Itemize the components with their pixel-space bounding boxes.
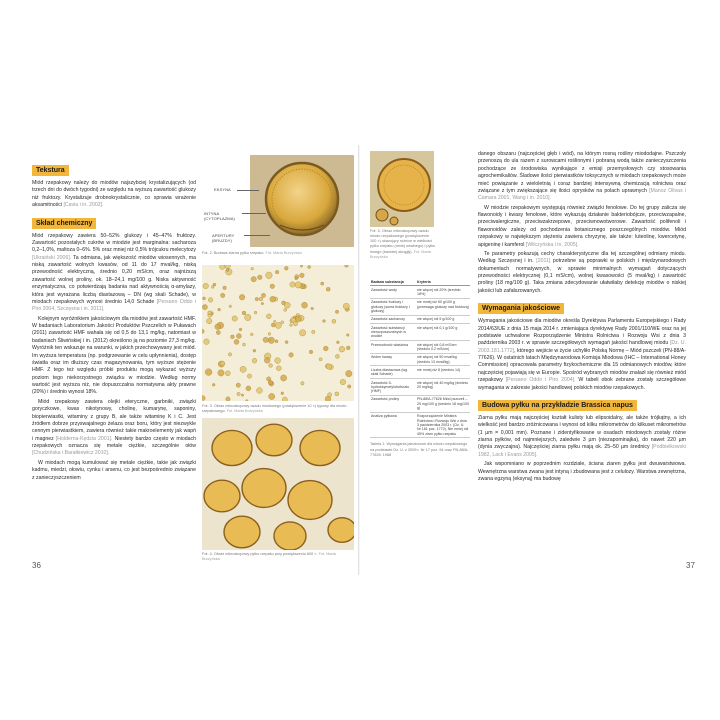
paragraph-right-3: Te parametry pokazują cechy charakterystyczne dla tej szczególnej odmiany miodu. Według Szczęsnej i in. [2011] potrzebne są poprawki w polskich i międzynarodowych dokumentach normatywnych, w sprawie minimalnych wymagań dotyczących przewodności elektrycznej (0,1 mS/cm), wolnej kwasowości (5 mval/kg) i zawartość proliny (18 mg/100 g). Taka zmiana zdecydowanie ułatwiłaby detekcję miodów o niskiej jakości lub zafałszowanych. — [478, 250, 686, 294]
sediment-particle — [263, 337, 268, 342]
sediment-particle — [347, 334, 350, 337]
table-cell-substance: Zawartość wody — [370, 286, 416, 299]
sediment-particle — [208, 298, 213, 303]
sediment-particle — [236, 383, 240, 387]
table-cell-criteria: nie więcej niż 40 mg/kg (średnio 20 mg/kg) — [416, 379, 470, 396]
sediment-particle — [266, 272, 273, 279]
page-number-left: 36 — [32, 561, 41, 570]
figure-pollen-sediment-100x — [370, 151, 434, 227]
sediment-particle — [321, 282, 324, 285]
figure-caption-3: Fot. 3. Obraz mikroskopowy osadu miodowego (powiększenie 10 ×) typowy dla miodu rzepakowego. Fot. Marta Burzyńska — [202, 404, 347, 414]
pollen-sediment-image — [370, 151, 434, 227]
sediment-particle — [299, 330, 305, 336]
sediment-particle — [252, 358, 257, 363]
page-number-right: 37 — [686, 561, 695, 570]
table-row — [370, 286, 470, 299]
sediment-particle — [205, 369, 212, 376]
pollen-grain — [204, 480, 240, 512]
right-page — [362, 145, 714, 575]
sediment-particle — [240, 366, 246, 372]
sediment-particle — [246, 386, 251, 391]
leader-line-apertury — [244, 235, 270, 236]
table-cell-substance: Zawartość proliny — [370, 395, 416, 412]
sediment-particle — [319, 358, 322, 361]
sediment-particle — [300, 273, 305, 278]
sediment-particle — [223, 286, 227, 290]
sediment-particle — [343, 303, 349, 309]
sediment-particle — [284, 302, 290, 308]
sediment-particle — [212, 383, 215, 386]
section-heading-wymagania: Wymagania jakościowe — [478, 303, 564, 314]
sediment-particle — [274, 320, 276, 322]
sediment-particle — [295, 316, 301, 322]
sediment-particle — [340, 379, 346, 385]
sediment-particle — [339, 346, 345, 352]
sediment-particle — [269, 393, 275, 399]
sediment-particle — [328, 393, 332, 397]
paragraph-right-1: danego obszaru (najczęściej głęb i wód), na którym rosną rośliny miododajne. Pszczoły przenoszą do ula razem z surowcami roślinnymi i pobraną wodą także zanieczyszczenia pochodzące ze środowiska wynikające z emisji przemysłowych czy stosowania agrochemikaliów. Śladowe ilości pierwiastków toksycznych w miodach rzepakowych może mieć powiązanie z wieloletnią i coraz bardziej intensywną chemizacją rolnictwa oraz związane z tym zwiększające się ilości oprysków na polach uprawnych [Manoz Olivas i Camara 2001, Wang i in. 2010]. — [478, 151, 686, 202]
sediment-particle — [290, 282, 295, 287]
paragraph-tekstura: Miód rzepakowy należy do miodów najszybciej krystalizujących (od trzech dni do dwóch tygodni) ze względu na wyższą zawartość glukozy niż fruktozy. Krystalizuje drobnokrystalicznie, co sprawia wrażenie aksamitności [Cavia i in. 2002]. — [32, 180, 196, 209]
pollen-grain — [212, 430, 252, 465]
table-cell-criteria: nie więcej niż 0,8 mS/cm (średnio 0,2 mS/cm) — [416, 341, 470, 354]
page-gutter — [358, 145, 360, 575]
table-cell-substance: Przewodność właściwa — [370, 341, 416, 354]
sediment-particle — [202, 305, 207, 310]
sediment-particle — [275, 340, 278, 343]
left-page — [8, 145, 360, 575]
sediment-particle — [282, 397, 287, 401]
sediment-particle — [220, 265, 226, 270]
paragraph-budowa-1: Ziarna pyłku mają najczęściej kształt kulisty lub elipsoidalny, ale także trójkątny, a ich wielkość jest bardzo zróżnicowana i wynosi od kilku mikrometrów do kilkuset mikrometrów (1 µm = 0,001 mm). Poznane i zidentyfikowane w osadach miodowych zostały różne ziarna pyłków, od najmniejszych, zaledwie 3 µm (niezapominajka), do nawet 220 µm (dynia zwyczajna). Najczęściej ziarna pyłku mają ok. 25–50 µm średnicy [Podbielkowski 1982, Lack i Evans 2005]. — [478, 414, 686, 458]
sediment-particle — [295, 277, 298, 280]
sediment-particle — [289, 353, 294, 358]
table-row — [370, 315, 470, 323]
table-cell-criteria: nie mniej niż 8 (średnio 14) — [416, 366, 470, 379]
sediment-particle — [326, 287, 330, 291]
sediment-particle — [335, 310, 338, 313]
sediment-particle — [202, 329, 204, 333]
sediment-particle — [226, 269, 229, 272]
table-row — [370, 379, 470, 396]
sediment-particle — [215, 324, 221, 330]
sediment-particle — [231, 335, 235, 339]
sediment-particle — [269, 364, 273, 368]
sediment-particle — [309, 350, 313, 354]
sediment-particle — [281, 392, 284, 395]
table-row — [370, 366, 470, 379]
paragraph-sklad-1: Miód rzepakowy zawiera 50–52% glukozy i 45–47% fruktozy. Zawartość pozostałych cukrów w miodzie jest marginalna: sacharoza 0,2–1,0%, maltoza 0–6%. 5% oraz mniej niż 0,5% trójcukru melecytozy [Ukraiński 2006]. Ta odmiana, jak większość miodów wiosennych, ma niską zawartość wolnych kwasów, od 11 do 17 mval/kg, niską przewodność elektryczną, średnio 0,20 mS/cm, oraz najniższą zawartość wolnej proliny, ok. 18–24,1 mg/100 g. Niska aktywność enzymatyczna, co potwierdzają badania nad aktywnością α-amylazy, która jest wyrażana liczbą diastazową – DN (wg skali Schade), w miodach rzepakowych wynosi średnio 14,0 Schade [Persano Oddo i Piro 2004, Szczęsna i in. 2011]. — [32, 232, 196, 313]
section-heading-sklad: Skład chemiczny — [32, 218, 96, 229]
pollen-grain — [288, 481, 332, 520]
sediment-particle — [232, 316, 237, 321]
sediment-particle — [229, 305, 232, 308]
sediment-particle — [243, 343, 246, 346]
sediment-particle — [335, 354, 339, 358]
sediment-particle — [284, 266, 288, 270]
sediment-particle — [281, 321, 284, 324]
pollen-grain — [274, 522, 306, 550]
sediment-particle — [208, 311, 212, 315]
paragraph-sklad-2: Kolejnym wyróżnikiem jakościowym dla miodów jest zawartość HMF. W badaniach Laboratorium Jakości Produktów Pszczelich w Puławach (2011) zawartość HMF wahała się od 0,5 do 13,1 mg/kg, natomiast w badaniach Śliwińskiej i in. (2012) określono ją na poziomie 27,3 mg/kg. Wyróżnik ten wskazuje na warunki, w jakich przechowywany jest miód. Im wyższa temperatura (np. podgrzewanie w celu upłynnienia), dostęp światła oraz im dłuższy czas magazynowania, tym wyższe stężenie HMF. Z tego też względu próbki produktu mogą wykazać wyższy poziom tego niekorzystnego związku w miodzie. Według normy wartość jest wyższa niż, nie dopuszczalna normatywna akty prawne (20%) i średnio wynosi 18%. — [32, 315, 196, 396]
sediment-particle — [254, 311, 257, 314]
table-cell-criteria: Rozporządzenie Ministra Rolnictwa i Rozwoju Wsi z dnia 3 października 2003 r. (Dz. U. Nr 181 poz. 1772), Nie mniej niż 45% ziarn pyłku rzepaku — [416, 412, 470, 438]
table-caption: Tabela 1. Wymagania jakościowe dla miodu rzepakowego na podstawie Dz. U. z 2009 r. Nr 17 poz. 94 oraz PN-88/A-77626: 1988 — [370, 442, 469, 457]
table-cell-criteria: nie mniej niż 60 g/100 g (przewaga glukozy nad fruktozą) — [416, 298, 470, 315]
sediment-particle — [245, 314, 251, 320]
pollen-grain — [328, 518, 354, 543]
table-cell-substance: Liczba diastazowa (wg skali Schade) — [370, 366, 416, 379]
sediment-particle — [268, 380, 272, 384]
sediment-particle — [348, 385, 351, 388]
label-intyna: INTYNA (CYTOPLAZMA) — [204, 211, 235, 221]
figure-pollen-structure — [250, 155, 354, 247]
leader-line-intyna — [242, 213, 266, 214]
table-cell-substance: Wolne kwasy — [370, 353, 416, 366]
pollen-grain-image — [250, 155, 354, 247]
sediment-particle — [225, 371, 230, 376]
table-cell-substance: Zawartość substancji nierozpuszczalnych w wodzie — [370, 324, 416, 341]
sediment-image — [202, 265, 354, 401]
sediment-particle — [228, 353, 231, 356]
sediment-particle — [271, 323, 275, 327]
sediment-particle — [246, 400, 248, 401]
quality-requirements-table — [370, 279, 470, 438]
sediment-particle — [302, 302, 308, 308]
table-cell-criteria: PN-88/A-77626 Miód pszczeli – 25 mg/100 g (średnio 18 mg/100 g) — [416, 395, 470, 412]
sediment-particle — [234, 339, 239, 344]
section-heading-budowa: Budowa pyłku na przykładzie Brassica napus — [478, 400, 637, 411]
sediment-particle — [216, 330, 220, 334]
table-cell-substance: Zawartość sacharozy — [370, 315, 416, 323]
sediment-particle — [220, 361, 225, 366]
sediment-particle — [323, 320, 326, 323]
table-row — [370, 341, 470, 354]
sediment-particle — [253, 349, 256, 352]
table-row — [370, 324, 470, 341]
sediment-particle — [295, 282, 301, 288]
sediment-particle — [311, 307, 314, 310]
sediment-particle — [259, 297, 263, 301]
table-cell-criteria: nie więcej niż 5 g/100 g — [416, 315, 470, 323]
sediment-particle — [293, 322, 297, 326]
table-row — [370, 395, 470, 412]
sediment-particle — [285, 341, 288, 344]
sediment-particle — [218, 308, 221, 311]
label-eksyna: EKSYNA — [214, 187, 231, 192]
sediment-particle — [275, 322, 281, 328]
sediment-particle — [264, 357, 270, 363]
table-cell-substance: Analiza pyłkowa — [370, 412, 416, 438]
sediment-particle — [251, 277, 256, 282]
figure-pollen-600x — [202, 418, 354, 550]
sediment-particle — [300, 265, 302, 267]
pollen-grain — [300, 430, 340, 465]
sediment-particle — [312, 330, 315, 333]
sediment-particle — [323, 346, 328, 351]
sediment-particle — [203, 283, 209, 289]
table-cell-criteria: nie więcej niż 20% (średnio 18%) — [416, 286, 470, 299]
sediment-particle — [207, 318, 212, 323]
table-header-substance: Badana substancja — [370, 279, 416, 286]
table-cell-substance: Zawartość fruktozy i glukozy (suma fruktozy i glukozy) — [370, 298, 416, 315]
sediment-particle — [290, 324, 293, 327]
sediment-particle — [218, 370, 224, 376]
sediment-particle — [281, 375, 287, 381]
table-cell-criteria: nie więcej niż 50 mval/kg (średnio 13 mval/kg) — [416, 353, 470, 366]
pollen-grain — [224, 516, 260, 548]
figure-caption-2: Fot. 2. Budowa ziarna pyłku rzepaku. Fot. Marta Burzyńska — [202, 251, 302, 255]
sediment-particle — [284, 308, 287, 311]
label-apertury: APERTURY (BRUZDY) — [212, 233, 235, 243]
sediment-particle — [346, 370, 352, 376]
sediment-particle — [211, 286, 214, 289]
table-row — [370, 298, 470, 315]
table-cell-criteria: nie więcej niż 0,1 g/100 g — [416, 324, 470, 341]
sediment-particle — [308, 266, 311, 269]
sediment-particle — [276, 366, 281, 371]
sediment-particle — [258, 275, 263, 280]
sediment-particle — [266, 314, 271, 319]
sediment-particle — [221, 293, 225, 297]
sediment-particle — [250, 333, 253, 336]
sediment-particle — [251, 267, 254, 270]
sediment-particle — [261, 302, 263, 304]
sediment-particle — [257, 388, 263, 394]
paragraph-sklad-4: W miodach mogą kumulować się metale ciężkie, takie jak związki kadmu, miedzi, ołowiu, cynku i arsenu, co jest bezpośrednio związane z zanieczyszczeniem — [32, 459, 196, 481]
pollen-grain — [256, 424, 292, 456]
sediment-particle — [236, 334, 241, 339]
sediment-particle — [203, 297, 206, 300]
sediment-particle — [326, 364, 331, 369]
sediment-particle — [202, 396, 205, 401]
sediment-particle — [239, 328, 242, 331]
sediment-particle — [237, 392, 240, 395]
sediment-particle — [337, 341, 340, 344]
figure-honey-sediment — [202, 265, 354, 401]
table-row — [370, 412, 470, 438]
pollen-grain — [242, 469, 286, 508]
sediment-particle — [275, 270, 279, 274]
sediment-particle — [332, 319, 336, 323]
sediment-particle — [204, 339, 210, 345]
right-text-column — [478, 151, 686, 485]
paragraph-wymagania: Wymagania jakościowe dla miodów określa Dyrektywa Parlamentu Europejskiego i Rady 2014/63/UE z dnia 15 maja 2014 r. zmieniająca dyrektywę Rady 2001/110/WE oraz na jej podstawie uchwalone Rozporządzenie Ministra Rolnictwa i Rozwoju Wsi z dnia 3 października 2003 r. w sprawie szczegółowych wymagań jakości handlowej miodu [Dz. U. 2003.181.1772], którego wejście w życie uchyliło Polską Normę – Miód pszczeli (PN-88/A-77626). W ostatnich latach Międzynarodowa Komisja Miodowa (IHC – International Honey Commission) opracowała parametry fizykochemiczne dla 15 odmianowych miodów, które najczęściej pojawiają się w Europie. Spośród wybranych miodów znalazł się również miód rzepakowy [Persano Oddo i Piro 2004]. W tabeli obok zebrane zostały szczegółowe wymagania w zakresie jakości handlowej polskich miodów rzepakowych. — [478, 318, 686, 391]
sediment-particle — [268, 339, 270, 341]
sediment-particle — [247, 374, 251, 378]
section-heading-tekstura: Tekstura — [32, 165, 69, 176]
sediment-particle — [268, 333, 271, 336]
figure-caption-4: Fot. 4. Obraz mikroskopowy pyłku rzepaku przy powiększeniu 600 ×. Fot. Marta Burzyńska — [202, 552, 336, 562]
paragraph-budowa-2: Jak wspomniano w poprzednim rozdziale, ściana ziaren pyłku jest dwuwarstwowa. Wewnętrzna warstwa zwana jest intyną i zbudowana jest z celulozy. Warstwa zewnętrzna, zwana egzyną (eksyną) ma budowę — [478, 461, 686, 482]
sediment-particle — [270, 296, 276, 302]
table-cell-substance: Zawartość 5-hydroksymetylofurfuralu (HMF) — [370, 379, 416, 396]
sediment-particle — [255, 297, 258, 300]
sediment-particle — [335, 392, 339, 396]
sediment-particle — [301, 382, 304, 385]
sediment-particle — [270, 284, 275, 289]
figure-caption-5: Fot. 5. Obraz mikroskopowy osadu miodu rzepakowego (powiększenie 100 ×) ukazujący różnice w wielkości pyłku rzepaku (mniej owalnego) i pyłku innego (bardziej okrągły). Fot. Marta Burzyńska — [370, 229, 436, 259]
sediment-particle — [345, 265, 349, 267]
left-text-column — [32, 159, 196, 484]
paragraph-right-2: W miodzie rzepakowym występują również związki fenolowe. Do tej grupy zalicza się flawonoidy i kwasy fenolowe, które wykazują działanie bakteriobójcze, przeciwzapalne, przeciwalergiczne, przeciwzakrzepowe, przeciwnowotworowe. Zawartość polifenoli i flawonoidów zależy od pochodzenia botanicznego poszczególnych miodów. Miód rzepakowy w największym stężeniu zawiera chryzynę, ale także: luteolinę, kwercetynę, apigeninę i kamferol [Wilczyńska i in. 2005]. — [478, 204, 686, 248]
sediment-particle — [261, 293, 265, 297]
sediment-particle — [275, 358, 281, 364]
pollen-600x-image — [202, 418, 354, 550]
sediment-particle — [346, 346, 350, 350]
table-header-criteria: Kryteria — [416, 279, 470, 286]
sediment-particle — [239, 294, 245, 300]
sediment-particle — [242, 311, 246, 315]
paragraph-sklad-3: Miód rzepakowy zawiera olejki eteryczne, garbniki, związki goryczkowe, kwas nikotynowy, cholinę, kumarynę, saponiny, biopierwiastki, witaminy z grupy B, ale także witaminę K i C. Jest źródłem dobrze przyswajalnego żelaza oraz boru, który jest niezwykle cennym pierwiastkiem, zawiera również takie makroelementy jak wapń i magnez [Holderna-Kędzia 2001]. Niestety bardzo często w miodach rzepakowych oznacza się metale ciężkie, szczególnie ołów [Chudzińska i Barałkiewicz 2010]. — [32, 398, 197, 457]
sediment-particle — [241, 394, 243, 396]
quality-table-container — [370, 279, 470, 458]
leader-line-eksyna — [237, 190, 259, 191]
table-row — [370, 353, 470, 366]
sediment-particle — [226, 397, 230, 401]
